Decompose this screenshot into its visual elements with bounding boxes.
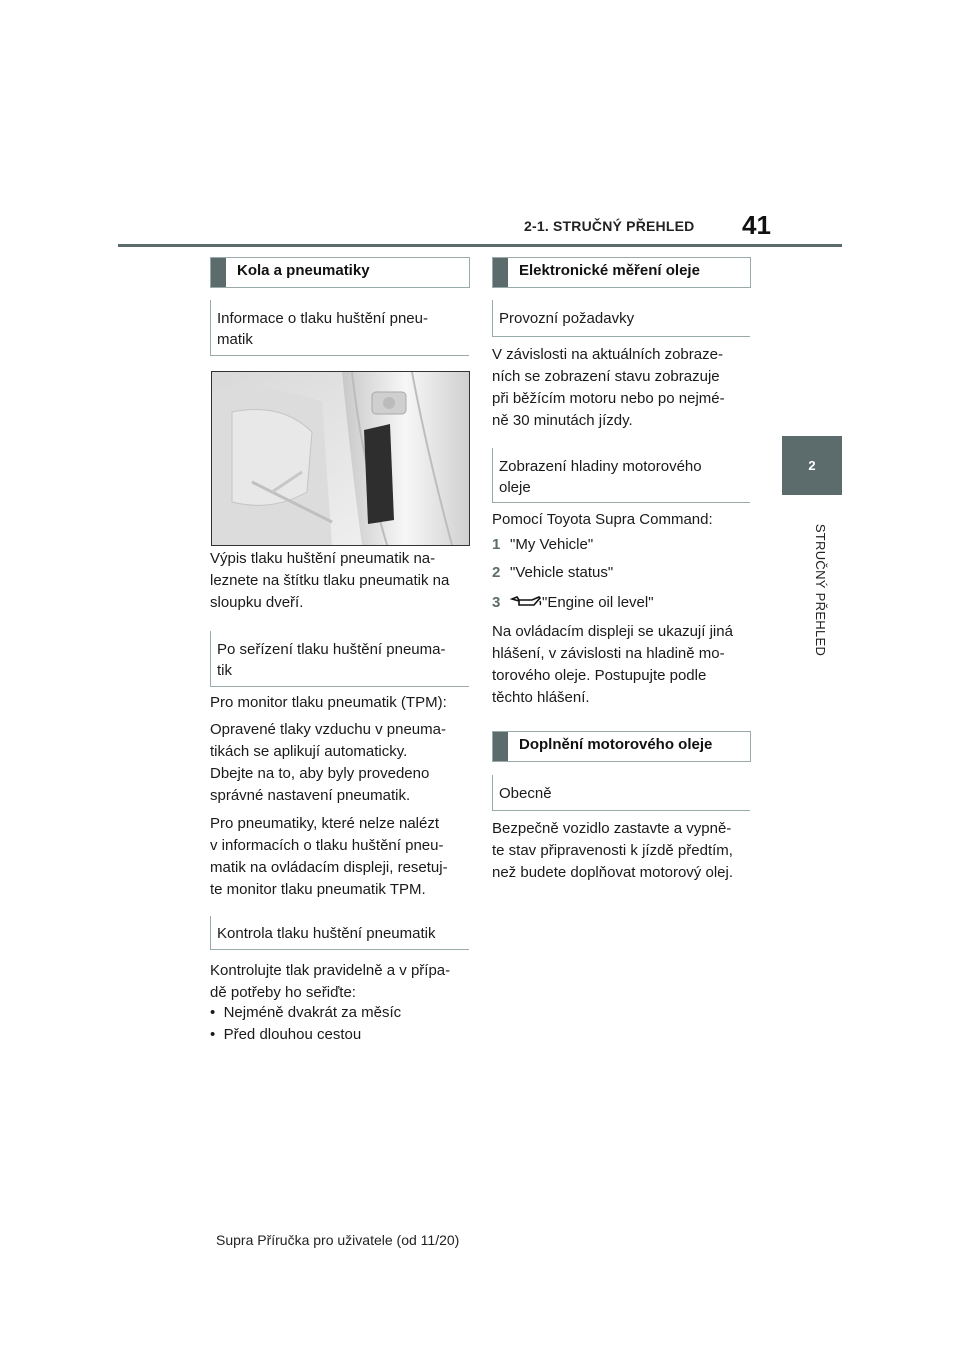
paragraph-tpm: Pro monitor tlaku pneumatik (TPM):: [210, 694, 447, 711]
heading-marker: [493, 732, 508, 761]
bullet-icon: •: [210, 1004, 224, 1021]
subheading-general: Obecně: [492, 775, 750, 811]
bullet-item: • Před dlouhou cestou: [210, 1026, 362, 1043]
oil-can-icon: [510, 593, 542, 607]
step-item: 3 "Engine oil level": [492, 594, 654, 611]
heading-marker: [493, 258, 508, 287]
subheading-operating-requirements: Provozní požadavky: [492, 300, 750, 337]
paragraph-check-regularly: Kontrolujte tlak pravidelně a v přípa- dě potřeby ho seřiďte:: [210, 962, 451, 1001]
subheading-after-adjusting: Po seřízení tlaku huštění pneuma- tik: [210, 631, 469, 687]
paragraph-via-command: Pomocí Toyota Supra Command:: [492, 511, 713, 528]
header-rule: [118, 244, 842, 247]
subheading-check-pressure: Kontrola tlaku huštění pneumatik: [210, 916, 469, 950]
heading-wheels-tires: Kola a pneumatiky: [210, 257, 470, 288]
bullet-item: • Nejméně dvakrát za měsíc: [210, 1004, 402, 1021]
bullet-icon: •: [210, 1026, 224, 1043]
heading-electronic-oil-measurement: Elektronické měření oleje: [492, 257, 751, 288]
chapter-tab: 2: [782, 436, 842, 495]
page-number: 41: [742, 210, 771, 240]
section-title: 2-1. STRUČNÝ PŘEHLED: [524, 218, 695, 234]
paragraph-display-messages: Na ovládacím displeji se ukazují jiná hlášení, v závislosti na hladině mo- torového oleje. Postupujte podle těchto hlášení.: [492, 623, 733, 706]
step-item: 1 "My Vehicle": [492, 536, 594, 553]
door-pillar-illustration: [212, 372, 469, 545]
paragraph-display-conditions: V závislosti na aktuálních zobraze- ních se zobrazení stavu zobrazuje při běžícím motoru nebo po nejmé- ně 30 minutách jízdy.: [492, 346, 725, 429]
subheading-oil-level-display: Zobrazení hladiny motorového oleje: [492, 448, 750, 503]
paragraph-pressure-label-location: Výpis tlaku huštění pneumatik na- leznete na štítku tlaku pneumatik na sloupku dveří.: [210, 550, 450, 611]
paragraph-stop-vehicle: Bezpečně vozidlo zastavte a vypně- te stav připravenosti k jízdě předtím, než budete doplňovat motorový olej.: [492, 820, 733, 881]
door-pillar-tire-label-image: [211, 371, 470, 546]
step-item: 2 "Vehicle status": [492, 564, 614, 581]
footer-text: Supra Příručka pro uživatele (od 11/20): [216, 1232, 460, 1248]
heading-marker: [211, 258, 226, 287]
paragraph-corrected-pressures: Opravené tlaky vzduchu v pneuma- tikách se aplikují automaticky. Dbejte na to, aby byly provedeno správné nastavení pneumatik.: [210, 721, 446, 804]
chapter-label: STRUČNÝ PŘEHLED: [813, 523, 828, 657]
subheading-tire-pressure-info: Informace o tlaku huštění pneu- matik: [210, 300, 469, 356]
paragraph-reset-tpm: Pro pneumatiky, které nelze nalézt v informacích o tlaku huštění pneu- matik na ovládacím displeji, resetuj- te monitor tlaku pneumatik TPM.: [210, 815, 448, 898]
heading-add-engine-oil: Doplnění motorového oleje: [492, 731, 751, 762]
